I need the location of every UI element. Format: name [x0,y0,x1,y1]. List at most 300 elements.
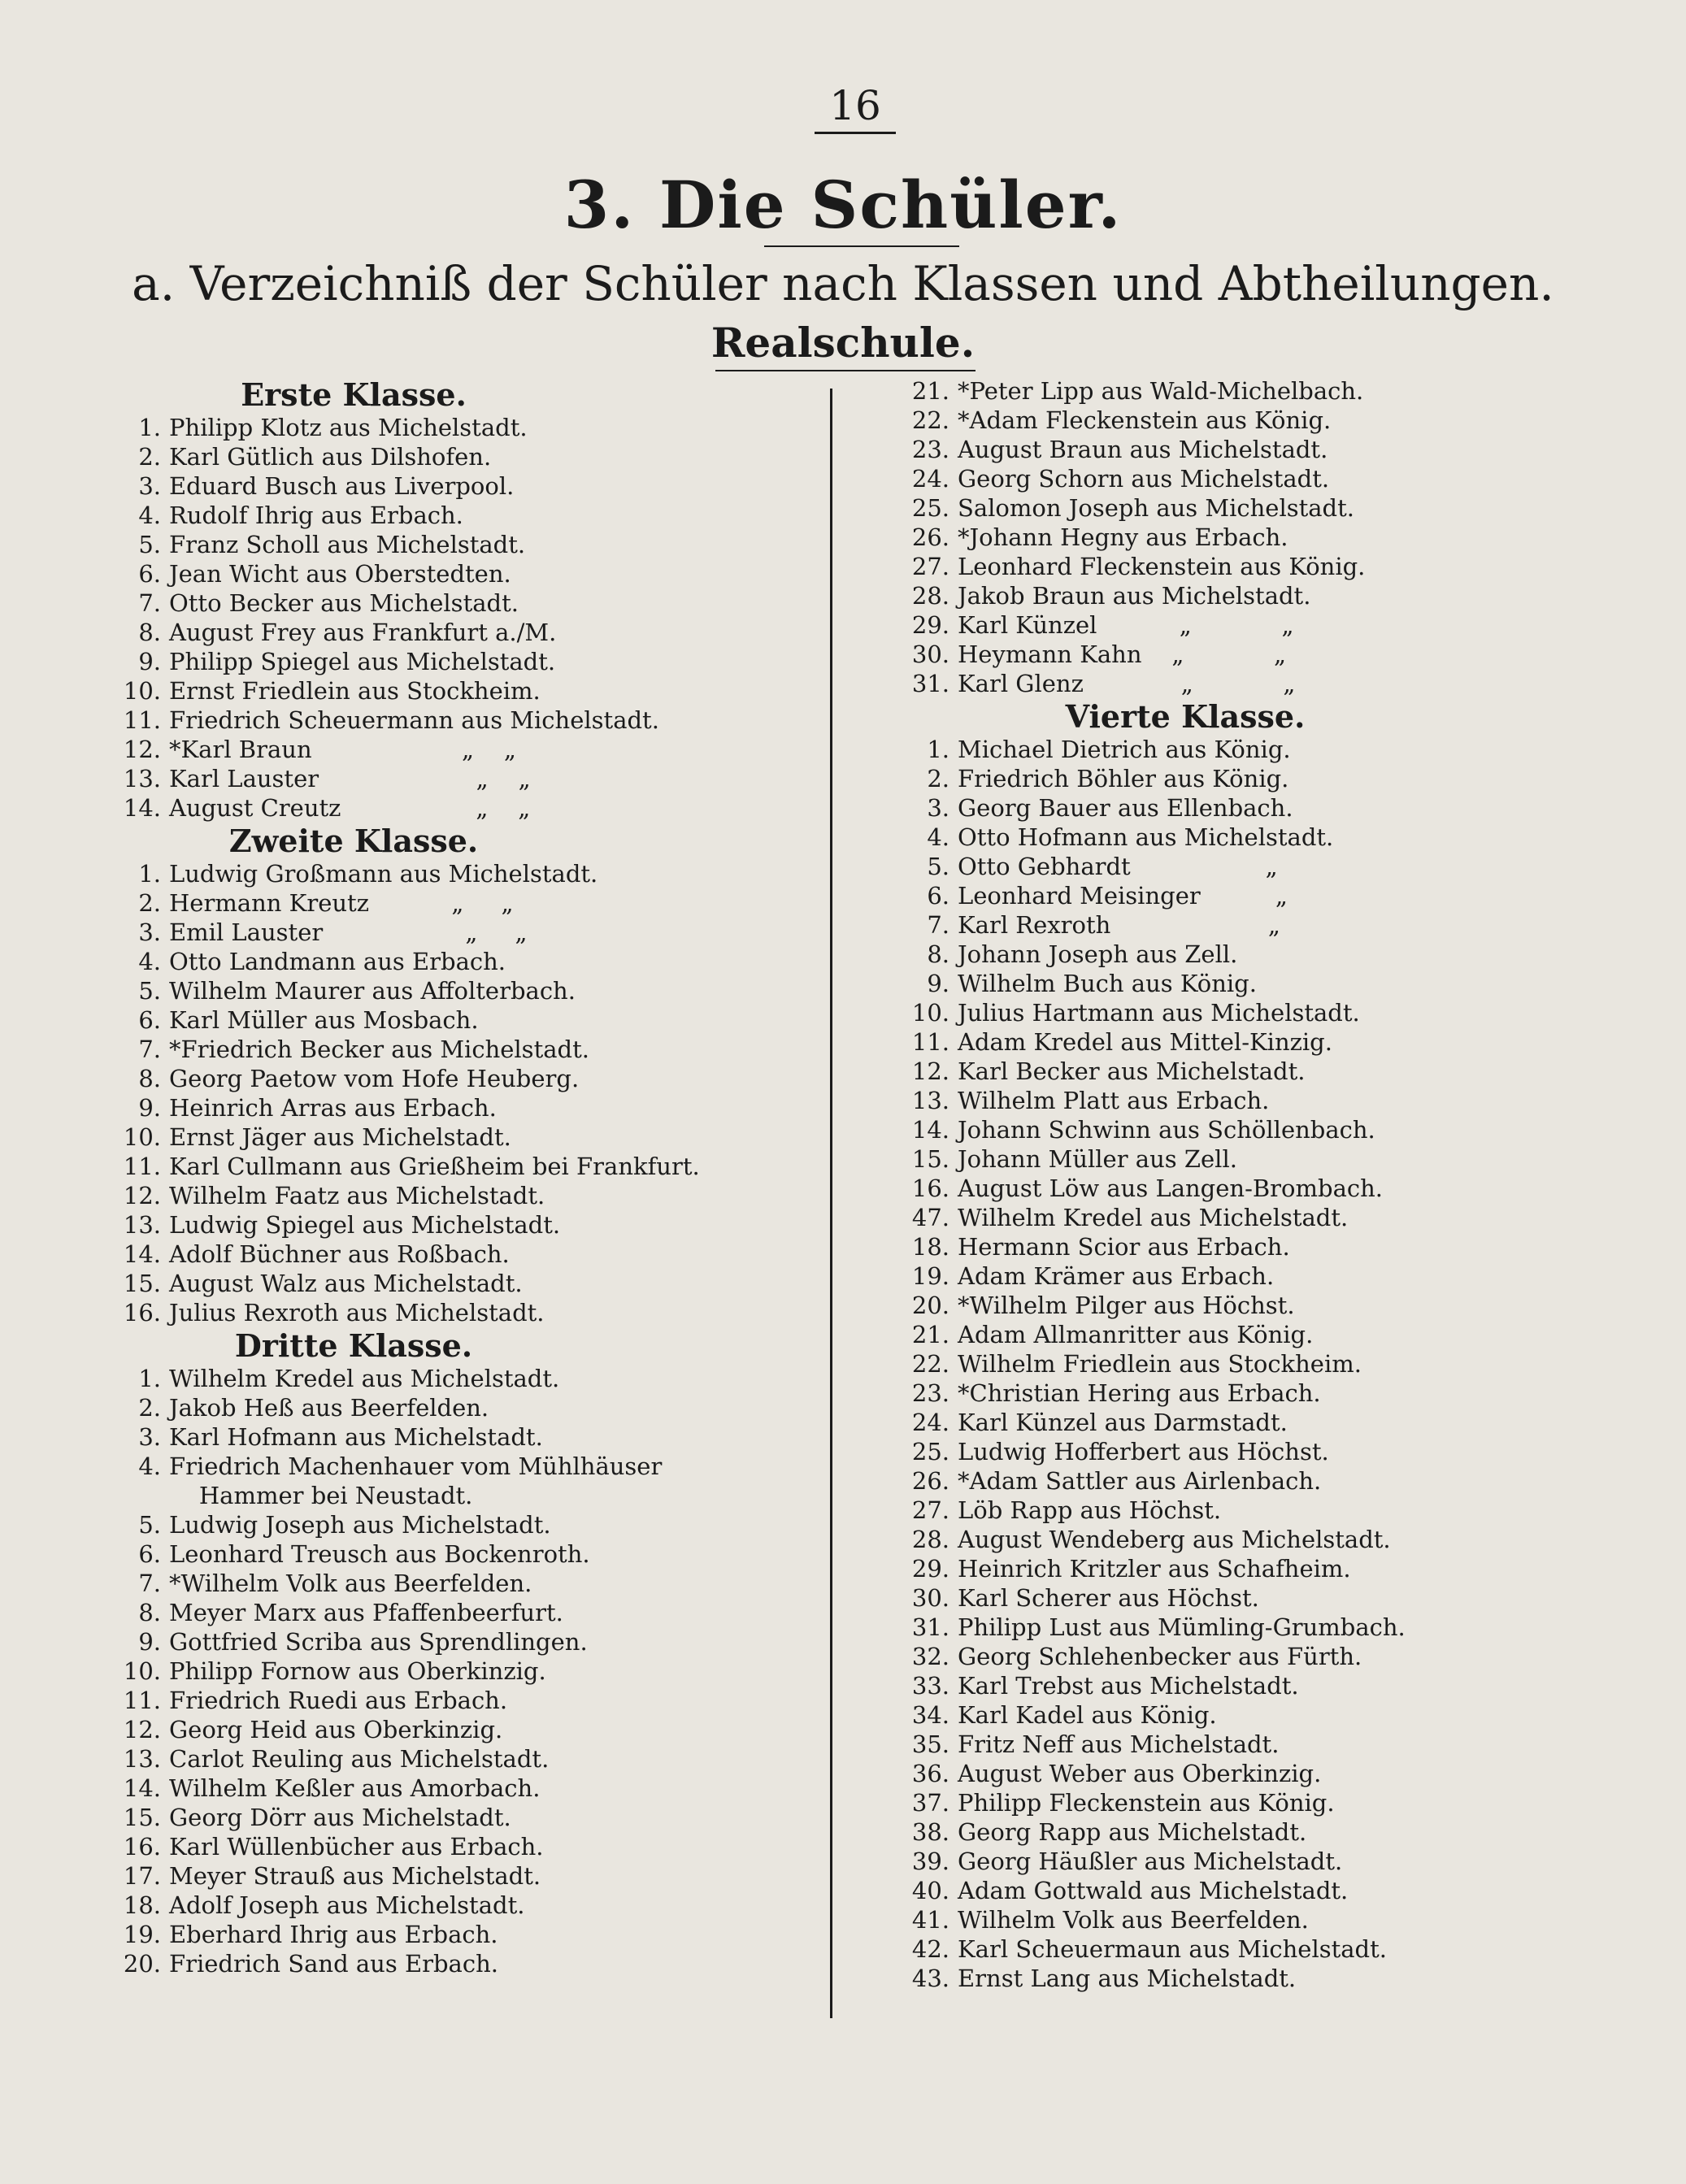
student-row [122,1393,813,1422]
student-number: 14. [123,794,161,822]
student-row [901,1057,1535,1086]
class-heading: Dritte Klasse. [234,1327,473,1364]
student-number: 33. [911,1672,949,1700]
student-name: Ludwig Großmann aus Michelstadt. [169,860,598,888]
student-name: Jean Wicht aus Oberstedten. [169,560,511,588]
student-row [901,376,1535,406]
column-divider [830,389,832,2018]
student-row [901,1086,1535,1115]
student-number: 28. [911,582,949,610]
student-row [122,1452,813,1510]
student-name: Karl Rexroth „ [958,911,1280,939]
student-number: 21. [911,1321,949,1348]
student-number: 13. [123,765,161,792]
student-row [122,676,813,706]
student-name: Georg Rapp aus Michelstadt. [958,1818,1307,1846]
student-name: *Wilhelm Volk aus Beerfelden. [169,1570,532,1597]
student-number: 8. [927,940,949,968]
student-number: 24. [911,1409,949,1436]
student-row [901,1964,1535,1993]
student-row [122,1774,813,1803]
student-number: 36. [911,1760,949,1787]
student-number: 10. [123,1657,161,1685]
student-name: Salomon Joseph aus Michelstadt. [958,494,1354,522]
student-number: 4. [927,823,949,851]
student-row [122,947,813,976]
student-name: Otto Becker aus Michelstadt. [169,589,519,617]
student-row [901,1525,1535,1554]
student-name: Wilhelm Kredel aus Michelstadt. [958,1204,1349,1231]
student-name: Karl Scherer aus Höchst. [958,1584,1259,1612]
student-row [901,940,1535,969]
student-row [901,823,1535,852]
student-row [122,1364,813,1393]
student-name: Ernst Jäger aus Michelstadt. [169,1123,511,1151]
student-row [122,888,813,918]
student-name: Wilhelm Volk aus Beerfelden. [958,1906,1309,1934]
student-row [901,1700,1535,1730]
school-title: Realschule. [710,319,976,367]
student-row [122,1240,813,1269]
student-name: August Frey aus Frankfurt a./M. [169,619,557,646]
student-number: 42. [911,1935,949,1963]
student-name: Michael Dietrich aus König. [958,736,1291,763]
student-row [122,559,813,588]
student-row [901,1554,1535,1583]
student-number: 6. [927,882,949,910]
title-rule [764,245,959,247]
student-row [901,1203,1535,1232]
student-list [901,735,1535,1993]
student-number: 38. [911,1818,949,1846]
student-name: August Creutz „ „ [169,794,531,822]
student-number: 34. [911,1701,949,1729]
student-row [901,1934,1535,1964]
student-name: Johann Schwinn aus Schöllenbach. [958,1116,1375,1144]
student-number: 9. [138,1094,161,1122]
student-number: 12. [123,1716,161,1743]
section-title: 3. Die Schüler. [563,167,1123,243]
student-number: 6. [138,1540,161,1568]
student-number: 12. [911,1057,949,1085]
student-number: 7. [138,1570,161,1597]
student-name: Otto Gebhardt „ [958,853,1278,880]
student-row [122,1949,813,1978]
student-name: *Adam Sattler aus Airlenbach. [958,1467,1322,1495]
student-number: 7. [927,911,949,939]
student-number: 29. [911,1555,949,1583]
student-name: Philipp Lust aus Mümling-Grumbach. [958,1613,1406,1641]
student-name: Wilhelm Kredel aus Michelstadt. [169,1365,560,1392]
student-number: 10. [123,677,161,705]
student-row [901,1817,1535,1847]
student-name: Philipp Spiegel aus Michelstadt. [169,648,556,675]
student-number: 27. [911,1496,949,1524]
student-name: Leonhard Fleckenstein aus König. [958,553,1366,580]
student-name: August Walz aus Michelstadt. [169,1270,523,1297]
student-name: Wilhelm Faatz aus Michelstadt. [169,1182,545,1209]
student-number: 2. [138,1394,161,1422]
student-number: 4. [138,1452,161,1480]
student-name: Philipp Klotz aus Michelstadt. [169,414,528,441]
student-number: 29. [911,611,949,639]
student-name: Adam Gottwald aus Michelstadt. [958,1877,1349,1904]
student-number: 11. [123,1687,161,1714]
student-row [901,1408,1535,1437]
student-number: 8. [138,619,161,646]
student-row [901,852,1535,881]
student-number: 19. [123,1921,161,1948]
student-number: 4. [138,948,161,975]
student-row [901,1144,1535,1174]
student-name: Karl Müller aus Mosbach. [169,1006,479,1034]
student-row [122,442,813,471]
student-name: Ernst Lang aus Michelstadt. [958,1965,1297,1992]
student-row [122,1715,813,1744]
student-number: 6. [138,560,161,588]
student-name: *Christian Hering aus Erbach. [958,1379,1321,1407]
student-number: 11. [911,1028,949,1056]
student-row [122,1627,813,1656]
student-number: 2. [138,889,161,917]
student-name: Georg Dörr aus Michelstadt. [169,1804,511,1831]
student-row [901,406,1535,435]
student-list [122,859,813,1327]
student-name: Otto Hofmann aus Michelstadt. [958,823,1334,851]
student-row [901,493,1535,523]
student-row [122,471,813,501]
student-row [901,1730,1535,1759]
student-row [122,793,813,823]
student-row [901,669,1535,698]
student-row [901,640,1535,669]
student-number: 26. [911,1467,949,1495]
student-name: *Friedrich Becker aus Michelstadt. [169,1036,589,1063]
student-number: 3. [138,472,161,500]
student-row [122,735,813,764]
student-name: Georg Paetow vom Hofe Heuberg. [169,1065,580,1092]
student-row [122,706,813,735]
student-number: 35. [911,1730,949,1758]
student-name: Meyer Marx aus Pfaffenbeerfurt. [169,1599,563,1626]
student-name: Julius Hartmann aus Michelstadt. [958,999,1360,1027]
student-name: Karl Cullmann aus Grießheim bei Frankfurt. [169,1153,700,1180]
student-number: 31. [911,670,949,697]
student-number: 3. [138,918,161,946]
student-name: Friedrich Ruedi aus Erbach. [169,1687,508,1714]
right-column [901,376,1535,1993]
student-row [901,1291,1535,1320]
student-row [901,1847,1535,1876]
student-row [901,1115,1535,1144]
student-row [122,1598,813,1627]
student-row [122,647,813,676]
student-number: 3. [927,794,949,822]
student-number: 20. [123,1950,161,1978]
student-number: 43. [911,1965,949,1992]
student-number: 12. [123,1182,161,1209]
student-name: Karl Kadel aus König. [958,1701,1217,1729]
student-row [122,1510,813,1539]
student-row [901,1174,1535,1203]
student-row [122,1181,813,1210]
student-row [901,1232,1535,1261]
student-number: 25. [911,494,949,522]
student-number: 13. [911,1087,949,1114]
student-name: Rudolf Ihrig aus Erbach. [169,501,463,529]
student-number: 1. [138,414,161,441]
student-row [901,1027,1535,1057]
student-row [122,501,813,530]
student-number: 11. [123,1153,161,1180]
student-number: 16. [911,1174,949,1202]
student-row [122,1569,813,1598]
student-number: 16. [123,1833,161,1861]
student-name: Philipp Fornow aus Oberkinzig. [169,1657,546,1685]
student-name: Friedrich Böhler aus König. [958,765,1289,792]
student-row [901,1261,1535,1291]
student-name: Karl Gütlich aus Dilshofen. [169,443,492,471]
student-number: 14. [123,1774,161,1802]
student-name: Friedrich Scheuermann aus Michelstadt. [169,706,659,734]
student-row [901,1349,1535,1379]
student-row [901,1496,1535,1525]
student-row [901,1379,1535,1408]
student-name: Georg Häußler aus Michelstadt. [958,1847,1343,1875]
student-name: Gottfried Scriba aus Sprendlingen. [169,1628,588,1656]
student-number: 26. [911,523,949,551]
student-name: Ludwig Joseph aus Michelstadt. [169,1511,551,1539]
student-number: 5. [927,853,949,880]
student-row [122,1686,813,1715]
student-name: Georg Heid aus Oberkinzig. [169,1716,503,1743]
student-number: 8. [138,1065,161,1092]
student-name: Heymann Kahn „ „ [958,640,1287,668]
student-name: Karl Scheuermaun aus Michelstadt. [958,1935,1387,1963]
student-list [901,376,1535,698]
student-name: Jakob Braun aus Michelstadt. [958,582,1311,610]
left-column [122,376,813,1978]
student-name: Julius Rexroth aus Michelstadt. [169,1299,545,1326]
student-name: *Johann Hegny aus Erbach. [958,523,1288,551]
student-number: 14. [123,1240,161,1268]
student-number: 6. [138,1006,161,1034]
student-name: Jakob Heß aus Beerfelden. [169,1394,489,1422]
student-number: 11. [123,706,161,734]
student-number: 18. [911,1233,949,1261]
student-row [122,618,813,647]
student-number: 31. [911,1613,949,1641]
page-number: 16 [815,81,896,134]
student-row [122,1861,813,1891]
student-number: 9. [138,648,161,675]
student-name: Georg Schorn aus Michelstadt. [958,465,1330,493]
student-row [901,969,1535,998]
student-row [901,1437,1535,1466]
student-row [901,552,1535,581]
student-row [901,523,1535,552]
student-row [122,1298,813,1327]
student-number: 1. [927,736,949,763]
student-row [122,1920,813,1949]
student-row [901,1671,1535,1700]
student-row [901,1320,1535,1349]
student-row [122,413,813,442]
student-row [901,1876,1535,1905]
student-name: *Adam Fleckenstein aus König. [958,406,1332,434]
student-name: Karl Becker aus Michelstadt. [958,1057,1306,1085]
student-number: 13. [123,1745,161,1773]
student-number: 41. [911,1906,949,1934]
student-name: Adolf Joseph aus Michelstadt. [169,1891,525,1919]
student-number: 30. [911,1584,949,1612]
student-name: *Peter Lipp aus Wald-Michelbach. [958,377,1364,405]
student-row [122,1152,813,1181]
student-row [122,918,813,947]
student-number: 19. [911,1262,949,1290]
student-name: Ernst Friedlein aus Stockheim. [169,677,541,705]
student-row [901,581,1535,610]
student-row [901,1642,1535,1671]
subsection-title: a. Verzeichniß der Schüler nach Klassen und Abtheilungen. [132,256,1554,311]
student-number: 15. [123,1804,161,1831]
student-name: Karl Trebst aus Michelstadt. [958,1672,1299,1700]
student-row [901,764,1535,793]
student-row [901,1905,1535,1934]
student-name: Wilhelm Keßler aus Amorbach. [169,1774,541,1802]
student-number: 18. [123,1891,161,1919]
student-row [901,1759,1535,1788]
student-number: 15. [123,1270,161,1297]
student-name: Adam Krämer aus Erbach. [958,1262,1275,1290]
student-row [901,1466,1535,1496]
student-number: 7. [138,589,161,617]
student-number: 12. [123,736,161,763]
student-number: 40. [911,1877,949,1904]
student-name: Karl Wüllenbücher aus Erbach. [169,1833,544,1861]
student-row [901,1788,1535,1817]
student-row [901,998,1535,1027]
student-number: 15. [911,1145,949,1173]
student-number: 8. [138,1599,161,1626]
student-row [122,1064,813,1093]
student-row [122,1122,813,1152]
student-name: Leonhard Meisinger „ [958,882,1288,910]
student-name: Wilhelm Friedlein aus Stockheim. [958,1350,1362,1378]
student-number: 39. [911,1847,949,1875]
student-name: Ludwig Hofferbert aus Höchst. [958,1438,1329,1465]
student-number: 2. [927,765,949,792]
student-number: 10. [123,1123,161,1151]
student-row [122,976,813,1005]
student-name: Ludwig Spiegel aus Michelstadt. [169,1211,561,1239]
student-name: Fritz Neff aus Michelstadt. [958,1730,1280,1758]
student-number: 37. [911,1789,949,1817]
student-name: Karl Hofmann aus Michelstadt. [169,1423,543,1451]
student-number: 5. [138,1511,161,1539]
student-row [122,1744,813,1774]
student-number: 9. [927,970,949,997]
student-number: 7. [138,1036,161,1063]
student-row [901,910,1535,940]
student-row [122,1210,813,1240]
student-name: Karl Künzel aus Darmstadt. [958,1409,1288,1436]
class-heading: Zweite Klasse. [228,823,479,859]
student-number: 23. [911,1379,949,1407]
student-name: Wilhelm Buch aus König. [958,970,1257,997]
student-row [901,881,1535,910]
student-row [901,793,1535,823]
student-row [122,764,813,793]
student-name: Adam Allmanritter aus König. [958,1321,1314,1348]
student-number: 1. [138,1365,161,1392]
student-row [122,1422,813,1452]
student-name: Meyer Strauß aus Michelstadt. [169,1862,541,1890]
student-number: 1. [138,860,161,888]
student-name: Eberhard Ihrig aus Erbach. [169,1921,498,1948]
student-name: Hermann Scior aus Erbach. [958,1233,1290,1261]
school-rule [715,370,976,371]
student-name: Karl Künzel „ „ [958,611,1294,639]
student-name: Carlot Reuling aus Michelstadt. [169,1745,550,1773]
student-name: Wilhelm Platt aus Erbach. [958,1087,1270,1114]
student-name: Georg Bauer aus Ellenbach. [958,794,1293,822]
class-heading: Vierte Klasse. [1065,698,1306,735]
student-name: *Wilhelm Pilger aus Höchst. [958,1292,1295,1319]
student-row [122,588,813,618]
student-name: Emil Lauster „ „ [169,918,528,946]
student-number: 13. [123,1211,161,1239]
student-name: Friedrich Sand aus Erbach. [169,1950,498,1978]
student-row [901,435,1535,464]
student-number: 10. [911,999,949,1027]
student-name: Franz Scholl aus Michelstadt. [169,531,526,558]
student-row [901,735,1535,764]
student-number: 20. [911,1292,949,1319]
student-list [122,413,813,823]
student-number: 47. [911,1204,949,1231]
student-name: Karl Lauster „ „ [169,765,531,792]
student-name: Heinrich Arras aus Erbach. [169,1094,497,1122]
student-row [122,1035,813,1064]
student-row [122,1005,813,1035]
student-row [901,464,1535,493]
student-row [122,530,813,559]
student-name: August Löw aus Langen-Brombach. [958,1174,1383,1202]
student-number: 23. [911,436,949,463]
student-number: 32. [911,1643,949,1670]
student-number: 28. [911,1526,949,1553]
student-name: Otto Landmann aus Erbach. [169,948,506,975]
student-name: Eduard Busch aus Liverpool. [169,472,515,500]
student-name: Friedrich Machenhauer vom Mühlhäuser Hammer bei Neustadt. [169,1452,663,1509]
student-row [122,859,813,888]
student-number: 27. [911,553,949,580]
student-name: Heinrich Kritzler aus Schafheim. [958,1555,1351,1583]
student-name: Georg Schlehenbecker aus Fürth. [958,1643,1362,1670]
student-name: Johann Joseph aus Zell. [958,940,1238,968]
student-row [122,1539,813,1569]
student-number: 9. [138,1628,161,1656]
student-name: Karl Glenz „ „ [958,670,1296,697]
student-name: Löb Rapp aus Höchst. [958,1496,1222,1524]
student-name: August Wendeberg aus Michelstadt. [958,1526,1391,1553]
student-name: Johann Müller aus Zell. [958,1145,1237,1173]
student-row [901,610,1535,640]
student-row [122,1269,813,1298]
student-name: Adam Kredel aus Mittel-Kinzig. [958,1028,1332,1056]
student-row [122,1803,813,1832]
